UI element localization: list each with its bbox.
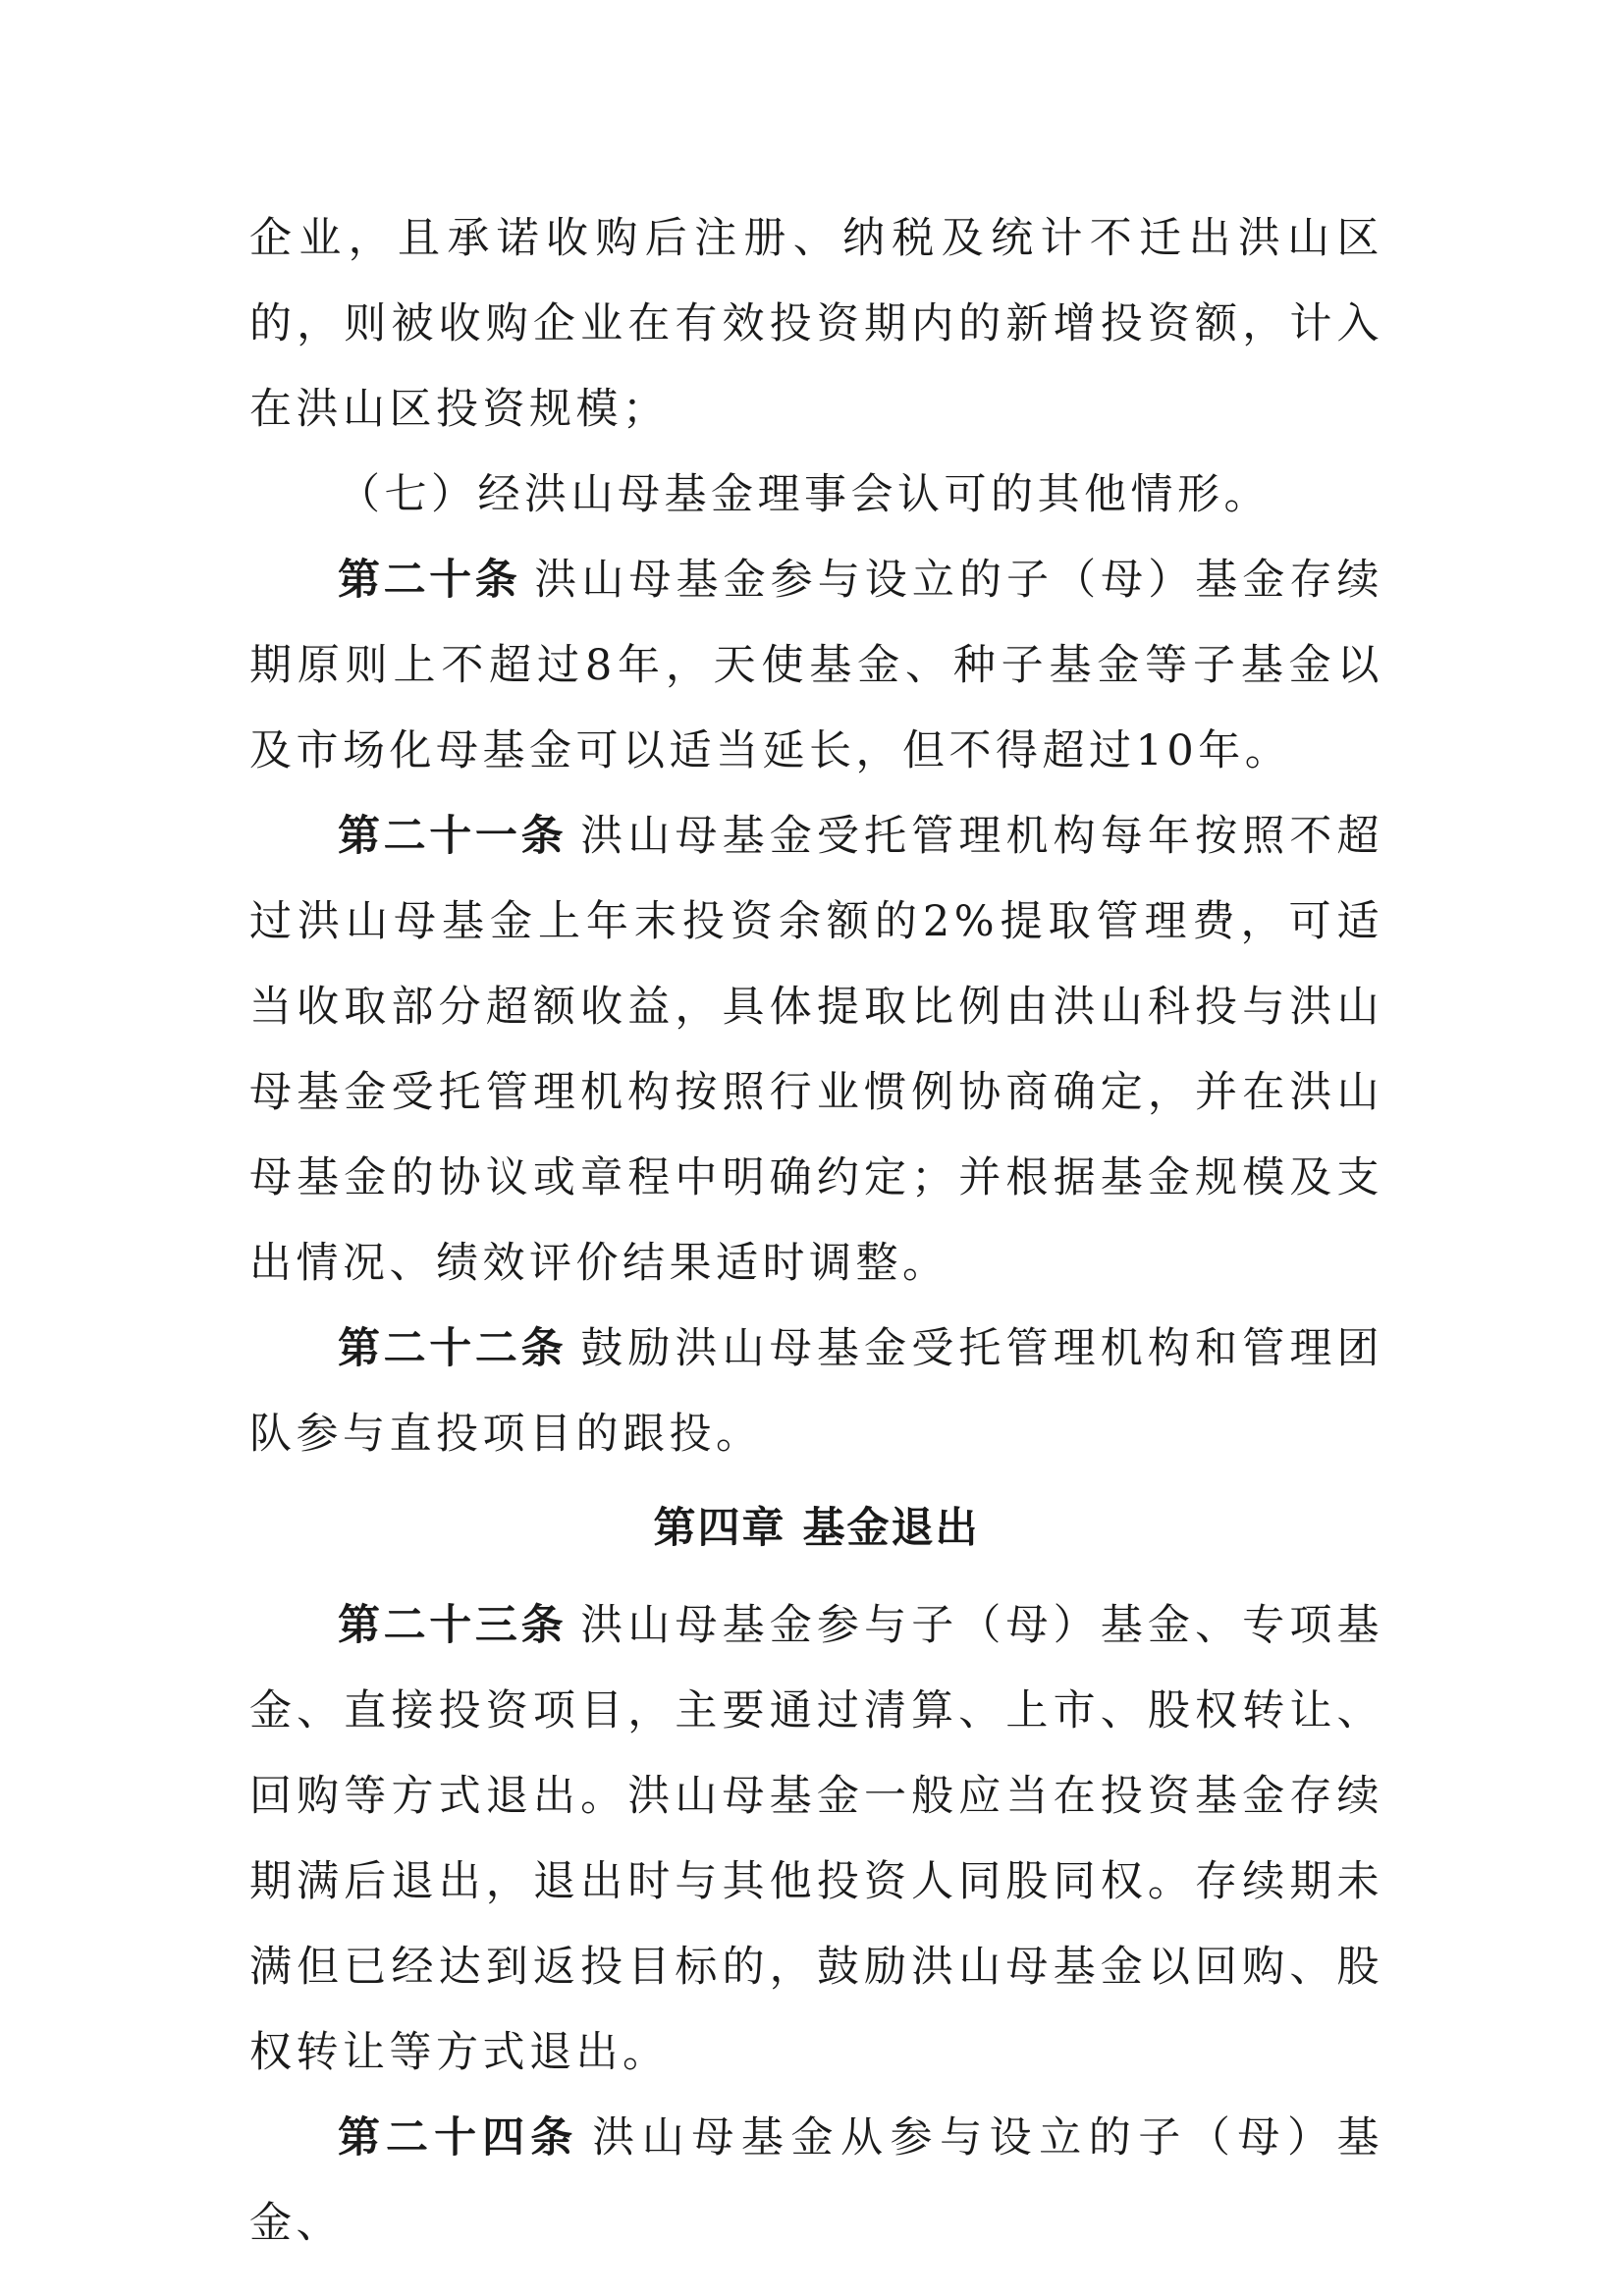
article-24	[249, 2096, 1383, 2267]
article-23	[249, 1583, 1383, 2096]
article-21	[249, 794, 1383, 1307]
article-label: 第二十二条	[338, 1324, 568, 1373]
document-body	[249, 196, 1383, 2267]
article-22	[249, 1307, 1383, 1477]
article-text: 洪山母基金受托管理机构每年按照不超过洪山母基金上年末投资余额的2%提取管理费，可适当收取部分超额收益，具体提取比例由洪山科投与洪山母基金受托管理机构按照行业惯例协商确定，并在洪山母基金的协议或章程中明确约定；并根据基金规模及支出情况、绩效评价结果适时调整。	[249, 812, 1384, 1288]
article-20	[249, 538, 1383, 794]
continuation-paragraph: 企业，且承诺收购后注册、纳税及统计不迁出洪山区的，则被收购企业在有效投资期内的新增投资额，计入在洪山区投资规模；	[249, 214, 1383, 434]
article-text: 洪山母基金从参与设立的子（母）基金、	[249, 2113, 1383, 2248]
chapter-title: 第四章 基金退出	[653, 1504, 980, 1553]
item-seven-paragraph: （七）经洪山母基金理事会认可的其他情形。	[338, 470, 1271, 519]
article-label: 第二十三条	[338, 1601, 568, 1650]
article-label: 第二十条	[338, 556, 521, 605]
article-label: 第二十一条	[338, 812, 568, 861]
article-text: 洪山母基金参与子（母）基金、专项基金、直接投资项目，主要通过清算、上市、股权转让、回购等方式退出。洪山母基金一般应当在投资基金存续期满后退出，退出时与其他投资人同股同权。存续期未满但已经达到返投目标的，鼓励洪山母基金以回购、股权转让等方式退出。	[249, 1601, 1384, 2077]
article-text: 鼓励洪山母基金受托管理机构和管理团队参与直投项目的跟投。	[249, 1324, 1384, 1459]
article-label: 第二十四条	[338, 2113, 579, 2163]
article-text: 洪山母基金参与设立的子（母）基金存续期原则上不超过8年，天使基金、种子基金等子基金以及市场化母基金可以适当延长，但不得超过10年。	[249, 556, 1384, 775]
